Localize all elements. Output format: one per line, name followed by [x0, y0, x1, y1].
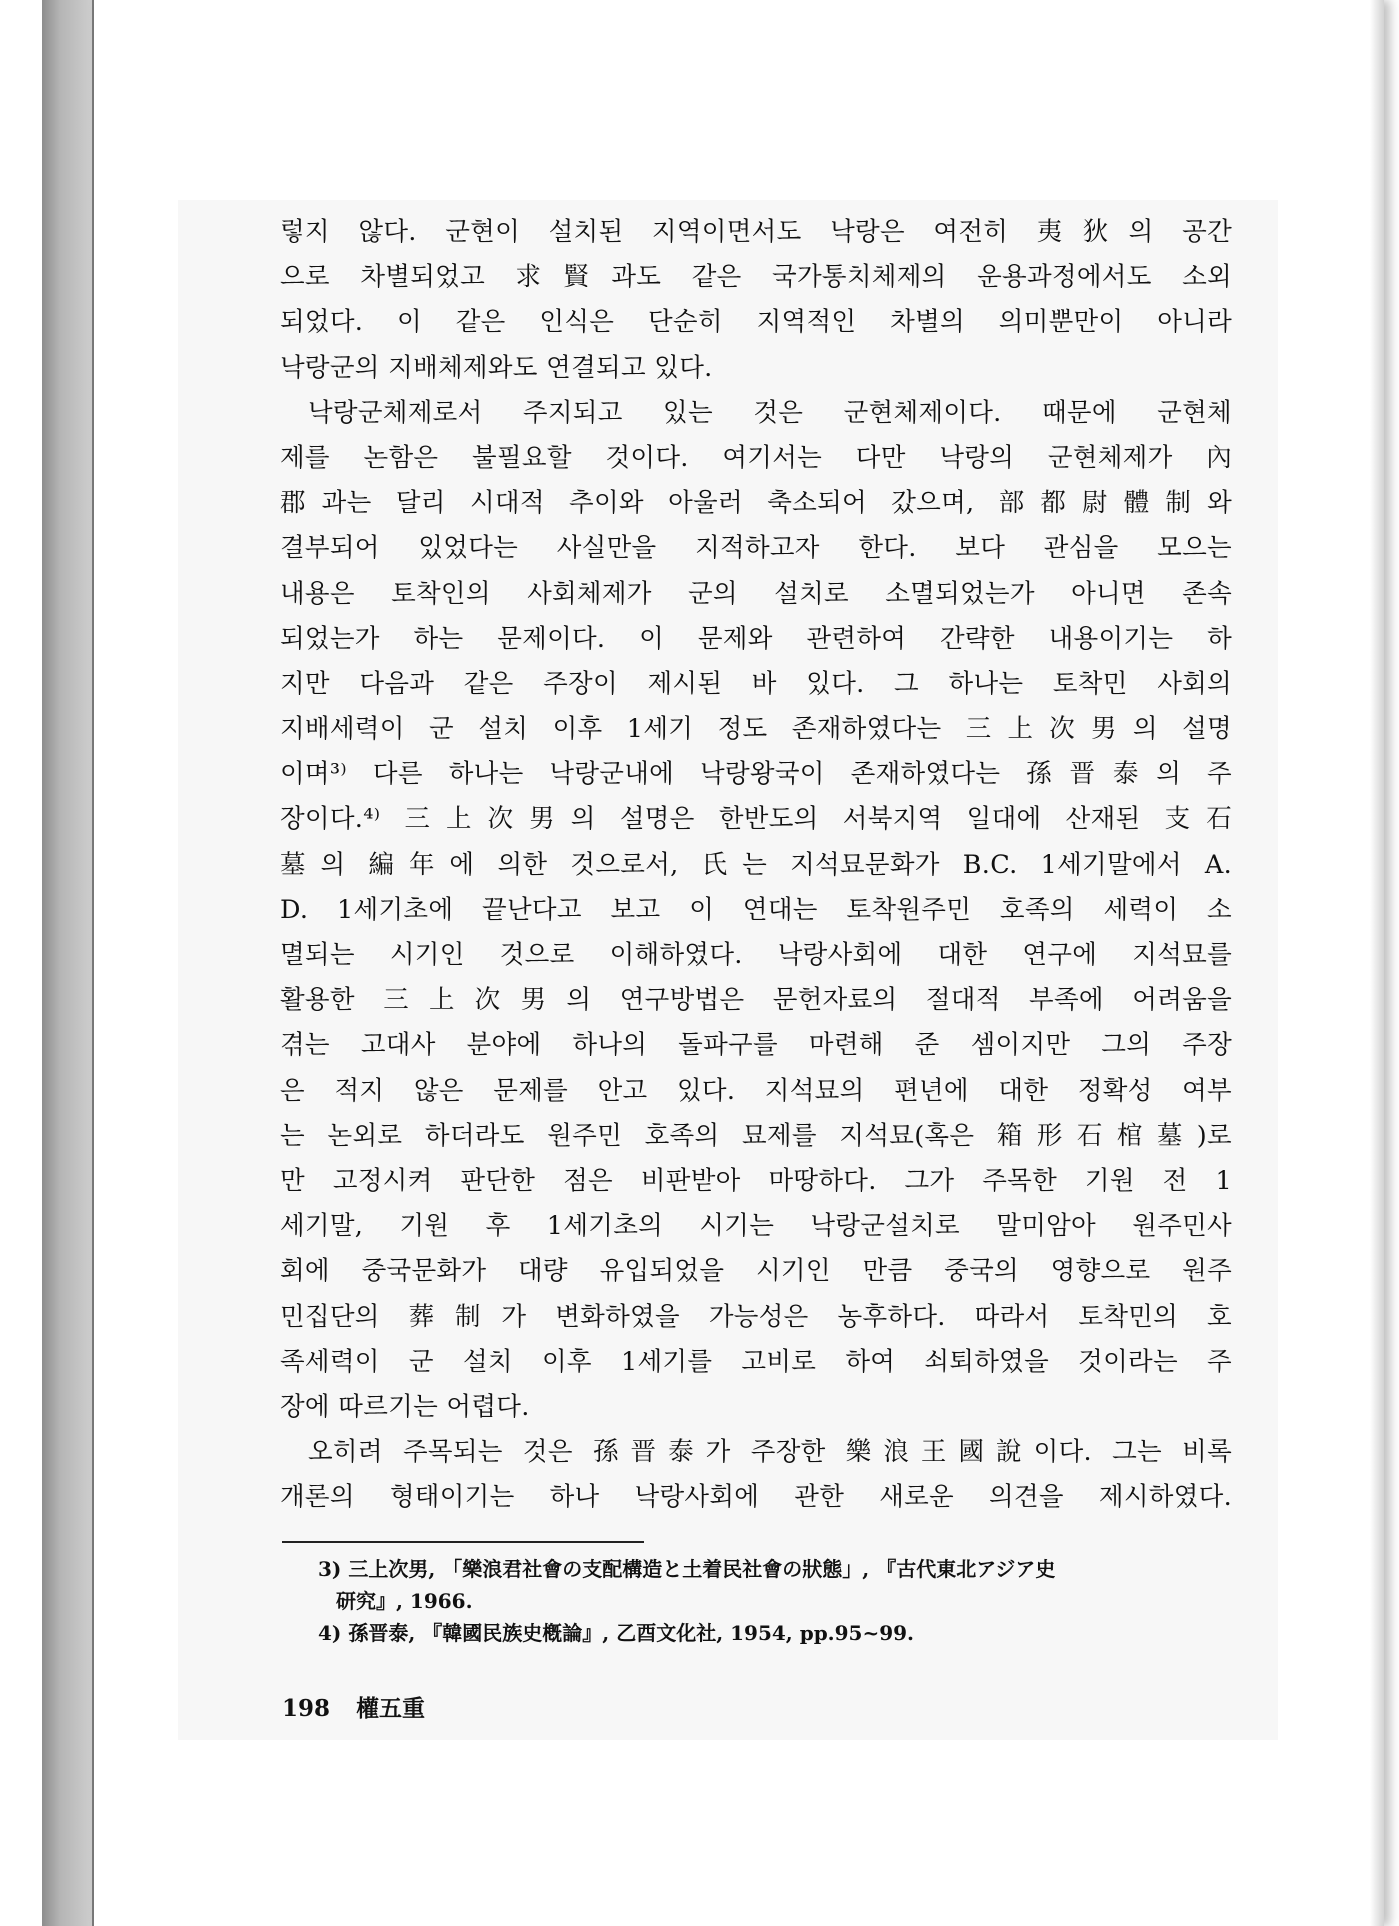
footnote-separator: [282, 1541, 644, 1543]
text-line: 족세력이 군 설치 이후 1세기를 고비로 하여 쇠퇴하였을 것이라는 주: [280, 1346, 1232, 1377]
text-line: 는 논외로 하더라도 원주민 호족의 묘제를 지석묘(혹은 箱形石棺墓)로: [280, 1120, 1232, 1151]
text-line: 장에 따르기는 어렵다.: [280, 1391, 530, 1422]
text-line: 제를 논함은 불필요할 것이다. 여기서는 다만 낙랑의 군현체제가 內: [280, 442, 1232, 473]
page-footer: [282, 1690, 443, 1723]
text-line: 이며³⁾ 다른 하나는 낙랑군내에 낙랑왕국이 존재하였다는 孫晋泰의 주: [280, 759, 1232, 790]
text-line: 되었다. 이 같은 인식은 단순히 지역적인 차별의 의미뿐만이 아니라: [280, 307, 1232, 338]
text-line: 내용은 토착인의 사회체제가 군의 설치로 소멸되었는가 아니면 존속: [280, 578, 1232, 609]
text-line: 겪는 고대사 분야에 하나의 돌파구를 마련해 준 셈이지만 그의 주장: [280, 1030, 1232, 1061]
text-line: 은 적지 않은 문제를 안고 있다. 지석묘의 편년에 대한 정확성 여부: [280, 1075, 1232, 1106]
text-line: 멸되는 시기인 것으로 이해하였다. 낙랑사회에 대한 연구에 지석묘를: [280, 940, 1232, 970]
text-line: 활용한 三上次男의 연구방법은 문헌자료의 절대적 부족에 어려움을: [280, 985, 1232, 1016]
text-line: 만 고정시켜 판단한 점은 비판받아 마땅하다. 그가 주목한 기원 전 1: [280, 1165, 1232, 1196]
page-right-shadow: [1370, 0, 1384, 1926]
text-line: 민집단의 葬制가 변화하였을 가능성은 농후하다. 따라서 토착민의 호: [280, 1301, 1232, 1332]
footnote-line: 研究』, 1966.: [336, 1589, 473, 1613]
footnote-line: 3) 三上次男, 「樂浪君社會の支配構造と土着民社會の狀態」, 『古代東北アジア史: [318, 1557, 1056, 1581]
text-line: 지만 다음과 같은 주장이 제시된 바 있다. 그 하나는 토착민 사회의: [280, 668, 1232, 699]
footnotes: [318, 1553, 1243, 1649]
text-line: 낙랑군체제로서 주지되고 있는 것은 군현체제이다. 때문에 군현체: [308, 397, 1232, 428]
text-line: 결부되어 있었다는 사실만을 지적하고자 한다. 보다 관심을 모으는: [280, 533, 1232, 564]
text-line: 으로 차별되었고 求賢과도 같은 국가통치체제의 운용과정에서도 소외: [280, 262, 1232, 293]
body-text: [280, 210, 1232, 1520]
page-number: 198: [282, 1695, 331, 1722]
text-line: 낙랑군의 지배체제와도 연결되고 있다.: [280, 352, 713, 383]
text-line: 회에 중국문화가 대량 유입되었을 시기인 만큼 중국의 영향으로 원주: [280, 1256, 1232, 1287]
text-line: 렇지 않다. 군현이 설치된 지역이면서도 낙랑은 여전히 夷狄의 공간: [280, 217, 1232, 247]
book-spine-edge: [42, 0, 94, 1926]
text-line: 되었는가 하는 문제이다. 이 문제와 관련하여 간략한 내용이기는 하: [280, 623, 1232, 654]
text-line: 지배세력이 군 설치 이후 1세기 정도 존재하였다는 三上次男의 설명: [280, 714, 1232, 745]
author-name: 權五重: [356, 1695, 426, 1722]
text-line: 오히려 주목되는 것은 孫晋泰가 주장한 樂浪王國說이다. 그는 비록: [308, 1437, 1232, 1468]
text-line: 장이다.⁴⁾ 三上次男의 설명은 한반도의 서북지역 일대에 산재된 支石: [280, 804, 1232, 835]
text-line: 개론의 형태이기는 하나 낙랑사회에 관한 새로운 의견을 제시하였다.: [280, 1482, 1232, 1513]
text-line: 墓의 編年에 의한 것으로서, 氏는 지석묘문화가 B.C. 1세기말에서 A.: [280, 849, 1232, 880]
text-line: 세기말, 기원 후 1세기초의 시기는 낙랑군설치로 말미암아 원주민사: [280, 1211, 1232, 1242]
text-line: D. 1세기초에 끝난다고 보고 이 연대는 토착원주민 호족의 세력이 소: [280, 894, 1232, 925]
footnote-line: 4) 孫晋泰, 『韓國民族史槪論』, 乙酉文化社, 1954, pp.95~99.: [318, 1621, 915, 1645]
text-line: 郡과는 달리 시대적 추이와 아울러 축소되어 갔으며, 部都尉體制와: [280, 488, 1232, 519]
